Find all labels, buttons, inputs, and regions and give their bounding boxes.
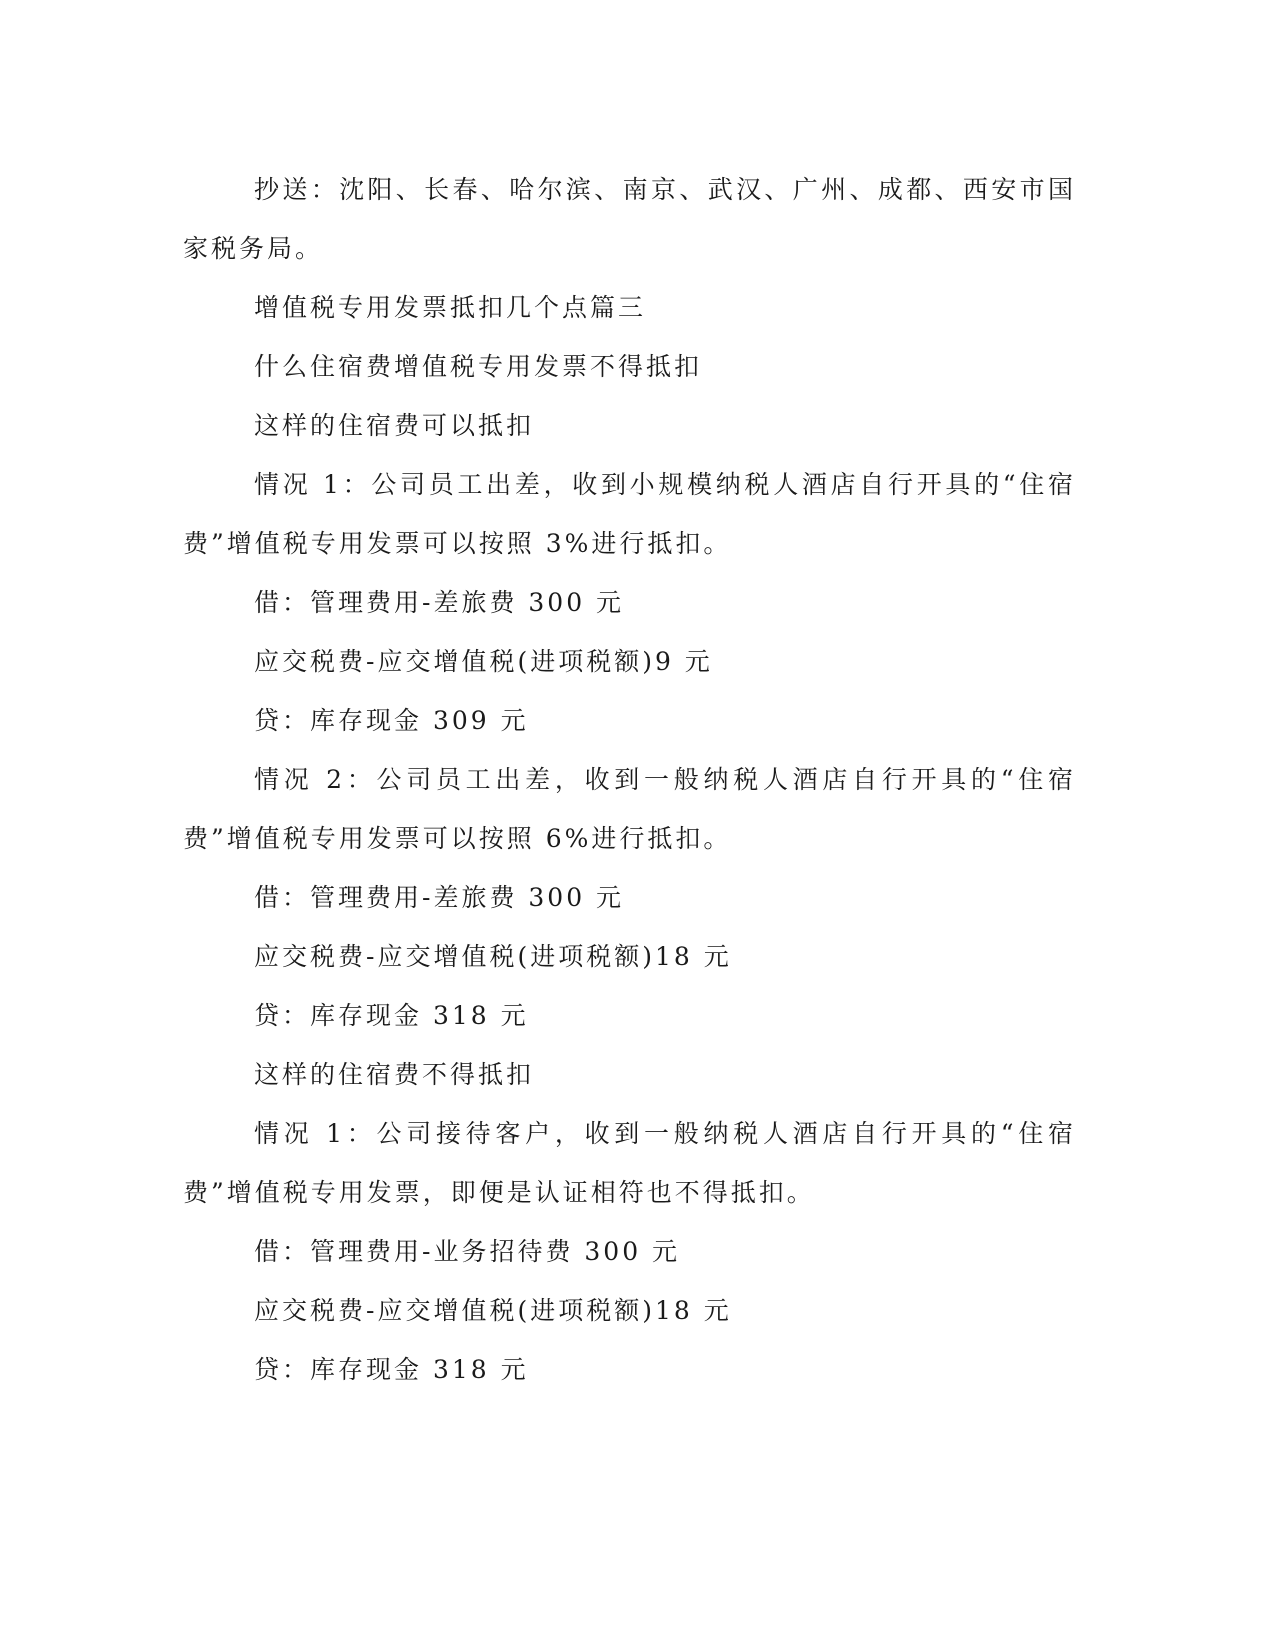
journal-credit-line: 贷：库存现金 318 元 xyxy=(254,1355,529,1384)
journal-tax-line: 应交税费-应交增值税(进项税额)18 元 xyxy=(254,942,732,971)
cc-paragraph: 抄送：沈阳、长春、哈尔滨、南京、武汉、广州、成都、西安市国家税务局。 xyxy=(183,175,1076,263)
subheading-deductible: 这样的住宿费可以抵扣 xyxy=(254,411,535,440)
journal-credit-line: 贷：库存现金 309 元 xyxy=(254,706,529,735)
document-body xyxy=(183,160,1076,1399)
journal-credit-line: 贷：库存现金 318 元 xyxy=(254,1001,529,1030)
case-2-deductible: 情况 2：公司员工出差，收到一般纳税人酒店自行开具的“住宿费”增值税专用发票可以按照 6%进行抵扣。 xyxy=(183,765,1076,853)
journal-debit-line: 借：管理费用-差旅费 300 元 xyxy=(254,883,625,912)
journal-tax-line: 应交税费-应交增值税(进项税额)18 元 xyxy=(254,1296,732,1325)
section-heading: 增值税专用发票抵扣几个点篇三 xyxy=(254,293,647,322)
journal-debit-line: 借：管理费用-差旅费 300 元 xyxy=(254,588,625,617)
journal-debit-line: 借：管理费用-业务招待费 300 元 xyxy=(254,1237,681,1266)
case-1-deductible: 情况 1：公司员工出差，收到小规模纳税人酒店自行开具的“住宿费”增值税专用发票可以按照 3%进行抵扣。 xyxy=(183,470,1076,558)
journal-tax-line: 应交税费-应交增值税(进项税额)9 元 xyxy=(254,647,713,676)
question-line: 什么住宿费增值税专用发票不得抵扣 xyxy=(254,352,703,381)
subheading-non-deductible: 这样的住宿费不得抵扣 xyxy=(254,1060,535,1089)
case-1-non-deductible: 情况 1：公司接待客户，收到一般纳税人酒店自行开具的“住宿费”增值税专用发票，即便是认证相符也不得抵扣。 xyxy=(183,1119,1076,1207)
